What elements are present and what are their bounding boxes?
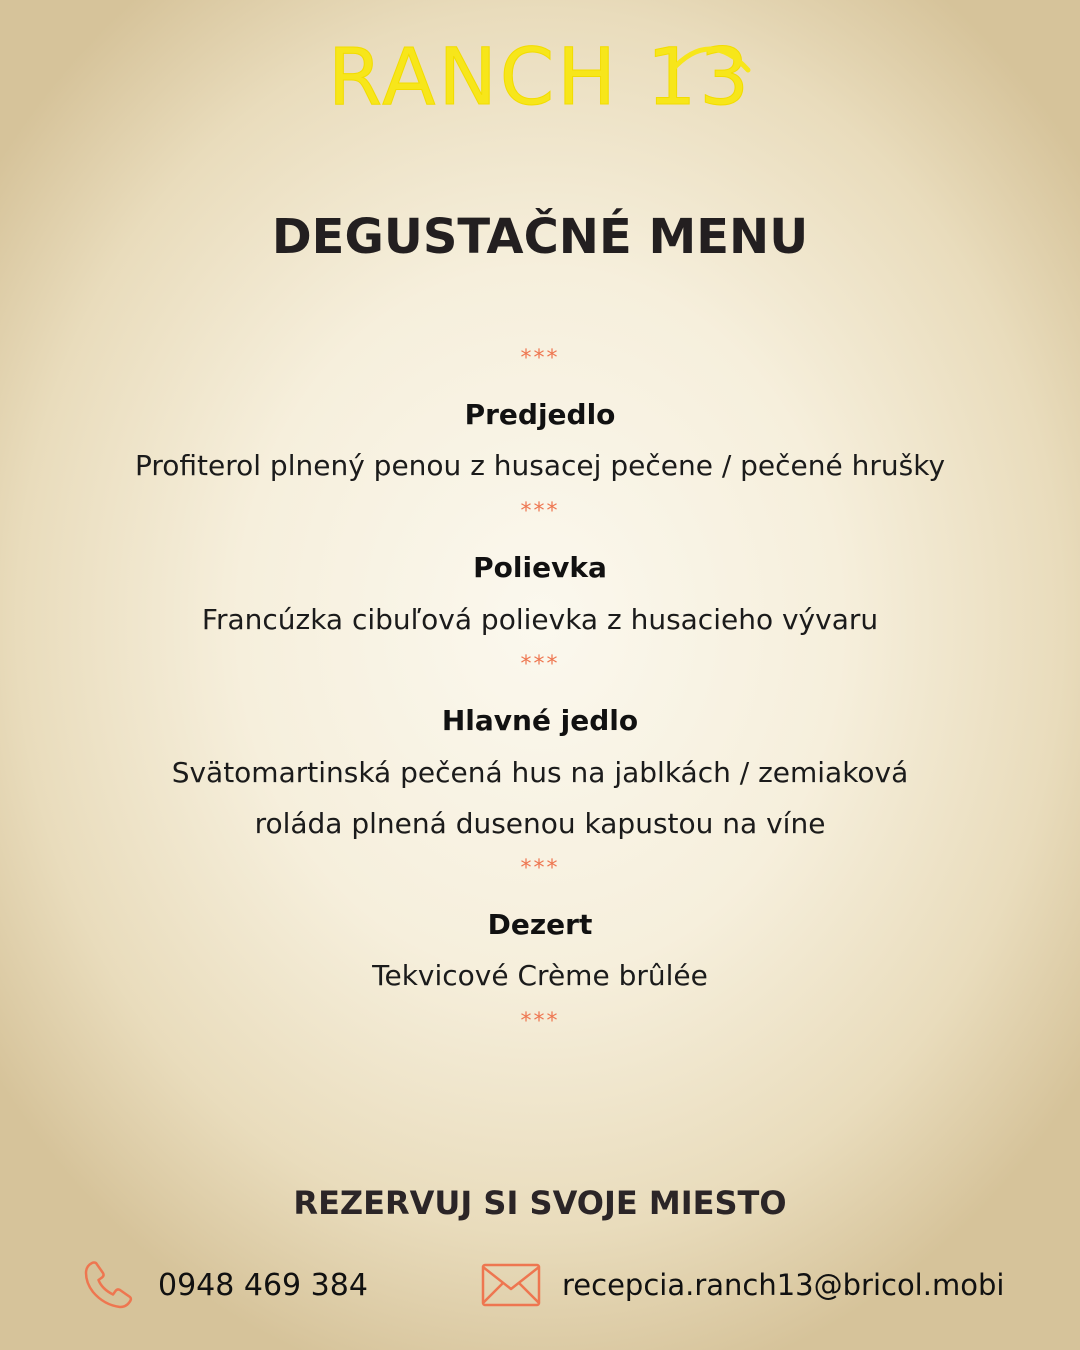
separator: ***: [520, 346, 560, 371]
phone-contact[interactable]: [82, 1255, 368, 1315]
course-description-dezert: Tekvicové Crème brûlée: [372, 959, 708, 992]
logo-arc-decoration: [668, 34, 752, 74]
phone-number[interactable]: 0948 469 384: [158, 1267, 368, 1303]
course-name-hlavne-jedlo: Hlavné jedlo: [441, 704, 639, 737]
ranch13-logo: [0, 28, 1080, 128]
course-name-dezert: Dezert: [487, 908, 593, 941]
course-name-predjedlo: Predjedlo: [464, 398, 616, 431]
separator: ***: [520, 652, 560, 677]
envelope-icon: [480, 1262, 542, 1308]
email-address[interactable]: recepcia.ranch13@bricol.mobi: [562, 1268, 1005, 1302]
separator: ***: [520, 499, 560, 524]
page-title: DEGUSTAČNÉ MENU: [271, 209, 809, 265]
course-description-predjedlo: Profiterol plnený penou z husacej pečene / pečené hrušky: [134, 449, 946, 482]
course-description-hlavne-jedlo-line2: roláda plnená dusenou kapustou na víne: [254, 807, 826, 840]
separator: ***: [520, 856, 560, 881]
logo-text: RANCH 13: [328, 33, 752, 123]
phone-icon: [82, 1259, 134, 1311]
course-description-hlavne-jedlo-line1: Svätomartinská pečená hus na jablkách / zemiaková: [171, 756, 909, 789]
course-name-polievka: Polievka: [473, 551, 607, 584]
separator: ***: [520, 1009, 560, 1034]
course-description-polievka: Francúzka cibuľová polievka z husacieho vývaru: [201, 603, 879, 636]
reservation-heading: REZERVUJ SI SVOJE MIESTO: [293, 1184, 787, 1222]
email-contact[interactable]: [480, 1255, 1004, 1315]
